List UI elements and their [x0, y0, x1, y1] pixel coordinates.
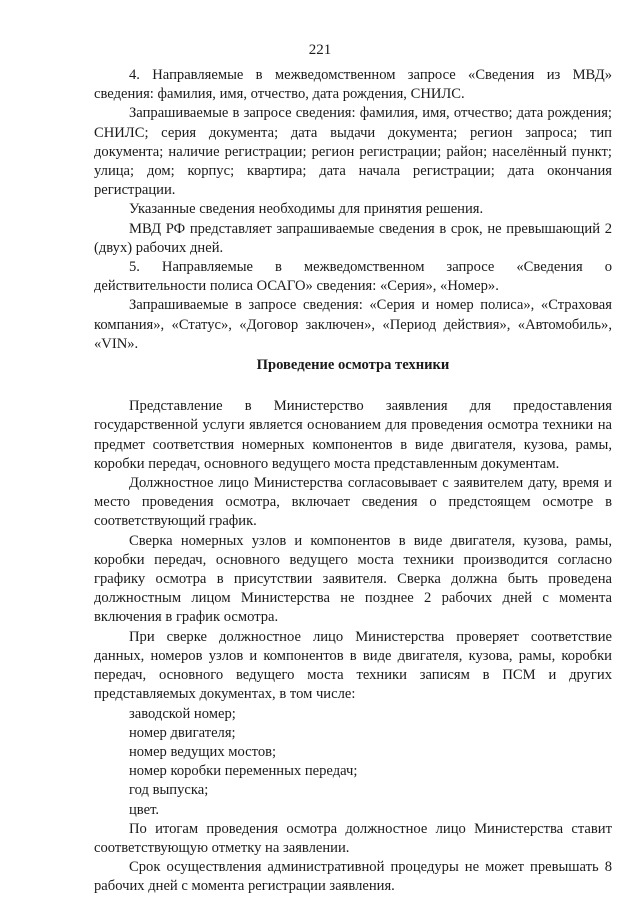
paragraph-inspection-schedule: Должностное лицо Министерства согласовывает с заявителем дату, время и место проведения осмотра, включает сведения о предстоящем осмотре в соответствующий график. — [94, 475, 612, 530]
paragraph-mvd-request: 4. Направляемые в межведомственном запросе «Сведения из МВД» сведения: фамилия, имя, отчество, дата рождения, СНИЛС. — [94, 67, 612, 103]
list-item: номер двигателя; — [129, 724, 236, 741]
paragraph-inspection-basis: Представление в Министерство заявления для предоставления государственной услуги является основанием для проведения осмотра техники на предмет соответствия номерных компонентов в виде двигателя, кузова, рамы, коробки передач, основного ведущего моста представленным документам. — [94, 398, 612, 472]
paragraph-inspection-result: По итогам проведения осмотра должностное лицо Министерства ставит соответствующую отметку на заявлении. — [94, 820, 612, 856]
paragraph-inspection-verify: При сверке должностное лицо Министерства проверяет соответствие данных, номеров узлов и компонентов в виде двигателя, кузова, рамы, коробки передач, основного ведущего моста техники записям в ПСМ и других представляемых документах, в том числе: — [94, 628, 612, 703]
paragraph-osago-request: 5. Направляемые в межведомственном запросе «Сведения о действительности полиса ОСАГО» сведения: «Серия», «Номер». — [94, 259, 612, 295]
paragraph-mvd-deadline: МВД РФ представляет запрашиваемые сведения в срок, не превышающий 2 (двух) рабочих дней. — [94, 220, 612, 256]
verification-list — [94, 705, 612, 820]
list-item: номер коробки переменных передач; — [129, 763, 358, 780]
list-item: номер ведущих мостов; — [129, 743, 277, 760]
paragraph-procedure-deadline: Срок осуществления административной процедуры не может превышать 8 рабочих дней с момента регистрации заявления. — [94, 859, 612, 895]
paragraph-inspection-check: Сверка номерных узлов и компонентов в виде двигателя, кузова, рамы, коробки передач, основного ведущего моста техники производится согласно графику осмотра в присутствии заявителя. Сверка должна быть проведена должностным лицом Министерства не позднее 2 рабочих дней с момента включения в график осмотра. — [94, 532, 612, 626]
list-item: цвет. — [129, 801, 160, 818]
paragraph-osago-fields: Запрашиваемые в запросе сведения: «Серия и номер полиса», «Страховая компания», «Статус», «Договор заключен», «Период действия», «Автомобиль», «VIN». — [94, 297, 612, 352]
paragraph-mvd-fields: Запрашиваемые в запросе сведения: фамилия, имя, отчество; дата рождения; СНИЛС; серия документа; дата выдачи документа; регион запроса; тип документа; наличие регистрации; регион регистрации; район; населённый пункт; улица; дом; корпус; квартира; дата начала регистрации; дата окончания регистрации. — [94, 105, 612, 199]
page-number: 221 — [308, 42, 332, 58]
section-heading: Проведение осмотра техники — [256, 357, 450, 374]
list-item: год выпуска; — [129, 782, 209, 799]
list-item: заводской номер; — [129, 705, 236, 722]
paragraph-decision-note: Указанные сведения необходимы для принятия решения. — [129, 201, 484, 218]
document-body — [94, 66, 612, 897]
